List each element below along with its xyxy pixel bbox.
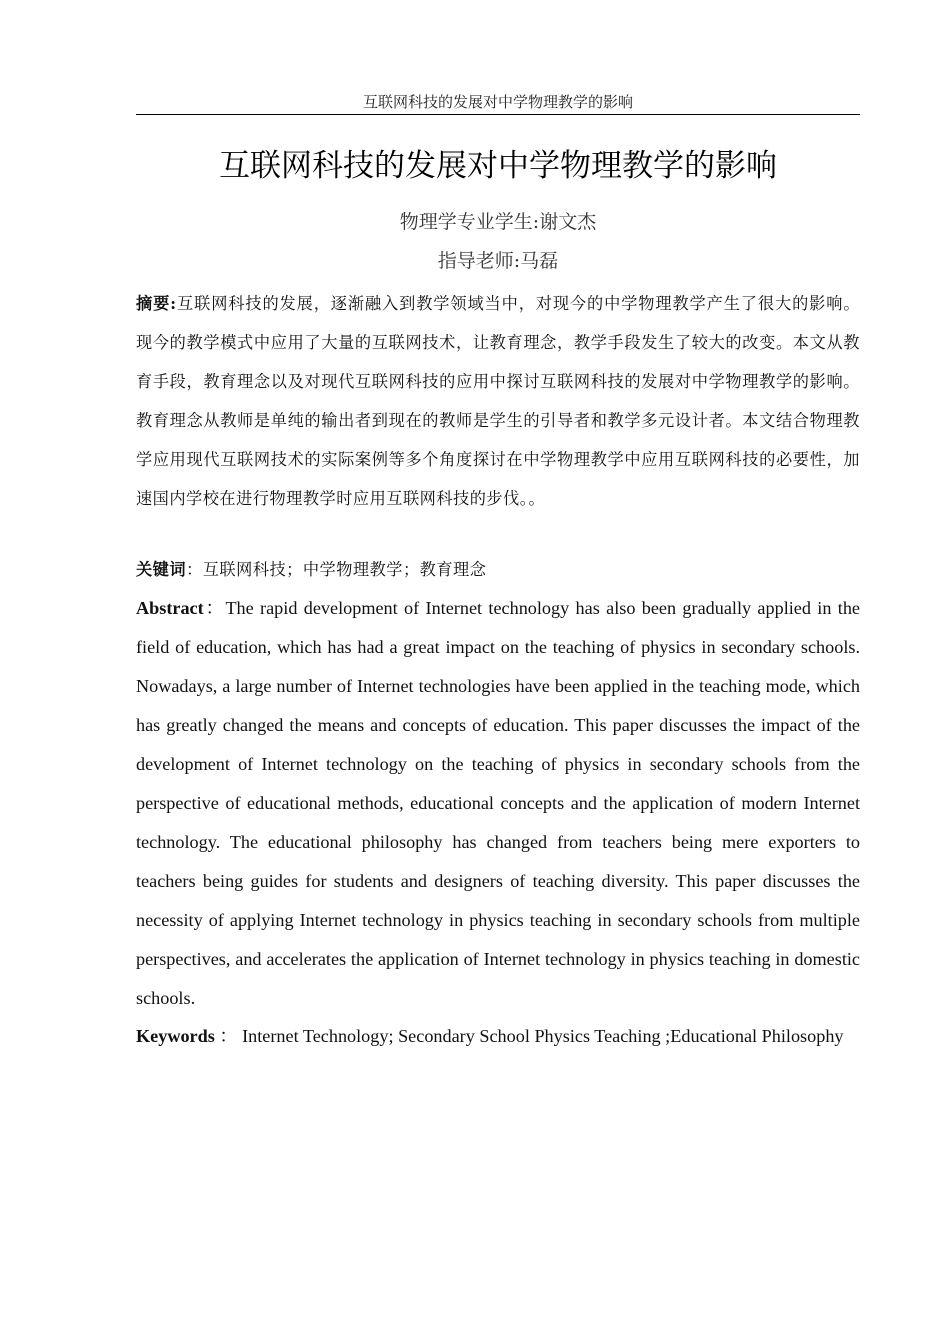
paper-title: 互联网科技的发展对中学物理教学的影响 [219, 148, 777, 184]
keywords-en-text: ： Internet Technology; Secondary School Physics Teaching ;Educational Philosophy [214, 1026, 844, 1046]
abstract-en-label: Abstract [136, 598, 204, 618]
advisor-line: 指导老师:马磊 [437, 250, 559, 272]
keywords-en-label: Keywords [136, 1026, 215, 1046]
abstract-cn-text: 互联网科技的发展，逐渐融入到教学领域当中，对现今的中学物理教学产生了很大的影响。现今的教学模式中应用了大量的互联网技术，让教育理念，教学手段发生了较大的改变。本文从教育手段，教育理念以及对现代互联网科技的应用中探讨互联网科技的发展对中学物理教学的影响。教育理念从教师是单纯的输出者到现在的教师是学生的引导者和教学多元设计者。本文结合物理教学应用现代互联网技术的实际案例等多个角度探讨在中学物理教学中应用互联网科技的必要性，加速国内学校在进行物理教学时应用互联网科技的步伐。。 [136, 294, 861, 508]
keywords-cn [136, 555, 860, 585]
keywords-cn-text: ：互联网科技；中学物理教学；教育理念 [186, 560, 487, 579]
keywords-en [136, 1017, 860, 1055]
keywords-cn-label: 关键词 [136, 560, 187, 579]
abstract-cn-label: 摘要: [136, 294, 177, 313]
author-line: 物理学专业学生:谢文杰 [399, 211, 597, 233]
abstract-en [136, 589, 860, 1018]
abstract-en-text: ：The rapid development of Internet technology has also been gradually applied in the field of education, which has had a great impact on the teaching of physics in secondary schools. Nowadays, a large number of Internet technologies have been applied in the teaching mode, which has greatly changed the means and concepts of education. This paper discusses the impact of the development of Internet technology on the teaching of physics in secondary schools from the perspective of educational methods, educational concepts and the application of modern Internet technology. The educational philosophy has changed from teachers being mere exporters to teachers being guides for students and designers of teaching diversity. This paper discusses the necessity of applying Internet technology in physics teaching in secondary schools from multiple perspectives, and accelerates the application of Internet technology in physics teaching in domestic schools. [136, 598, 860, 1008]
running-header: 互联网科技的发展对中学物理教学的影响 [136, 92, 860, 115]
abstract-cn [136, 284, 860, 518]
